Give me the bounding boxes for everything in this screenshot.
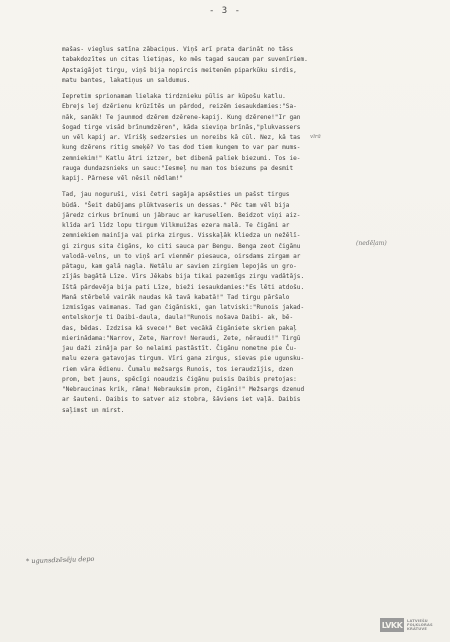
text-line: Manā stērbelē vairāk naudas kā tavā kabatā!" Tad tirgu pāršalo (62, 293, 290, 301)
text-line: zemniekim!" Katlu ātri iztzer, bet dibenā paliek biezumi. Tos ie- (62, 154, 301, 162)
text-line: rauga dundazsnieks un sauc:"Iesmeļ nu man tos biezums pa desmit (62, 164, 294, 172)
stamp-line: LATVIEŠU (407, 618, 428, 623)
text-line: kapij. Pārnese vēl nēsil nēdlam!" (62, 175, 184, 182)
text-line: Apstaigājot tirgu, viņš bija nopircis meitenēm piparkūku sirdis, (62, 66, 297, 74)
text-line: das, bēdas. Izdzisa kā svece!" Bet vecākā čigāniete skrien pakaļ (62, 324, 297, 332)
stamp-line: FOLKLORAS (407, 622, 433, 627)
margin-footnote: * ugunsdzēsēju depo (25, 554, 95, 566)
archive-stamp (380, 618, 433, 632)
text-line: entelskorje ti Daibi-daula, daula!"Runois nošava Daibi- ak, bē- (62, 314, 294, 322)
text-line: klīda arī līdz lopu tirgum Vilkmuižas ezera malā. Te čigāni ar (62, 222, 290, 229)
text-line: valodā-velns, un to viņš arī vienmēr piesauca, oirsdams zirgam ar (62, 252, 301, 260)
page-number: - 3 - (208, 6, 242, 16)
text-line: Iepretim sprionamam lielaka tirdznieku pūlis ar kūpošu katlu. (62, 93, 286, 100)
text-line: mierinādama:"Narrov, Zete, Narrov! Neraudi, Zete, nēraudi!" Tirgū (62, 334, 301, 342)
text-line: izmisīgas vaimanas. Tad gan čigāniski, gan latviski:"Runois jakad- (62, 304, 305, 311)
text-line: šogad tirge visād brīnumdzēren", kāda sieviņa brīnās,"plukvassers (62, 123, 301, 131)
stamp-line: KRĀTUVE (407, 627, 428, 632)
text-line: prom, bet jauns, spēcīgi noaudzis čigānu puisis Daibis pretojas: (62, 375, 297, 383)
text-line: būdā. "Šeit dabūjams plūktvaseris un dessas." Pēc tam vēl bija (62, 201, 290, 209)
handwritten-insertion: vīrā (310, 134, 321, 140)
text-line: gi zirgus sita čigāns, ko citi sauca par Bengu. Benga zeot čigānu (62, 242, 301, 250)
text-line: ar šauteni. Daibis to satver aiz stobra, šāviens iet vaļā. Daibis (62, 396, 301, 404)
text-line: jau daži zināja par šo nelaimi pastāstīt. Čigānu nometne pie Ču- (62, 345, 297, 352)
text-line: un vēl kapij ar. Vīrišķ sedzersies un noreibs kā cūl. Nez, kā tas (62, 134, 301, 141)
text-line: zījās bagātā Līze. Vīrs Jēkabs bija tikai pazemīgs zirgu vadātājs. (62, 273, 305, 281)
text-line: Ištā pārdevēja bija pati Līze, bieži iesaukdamies:"Es lēti atdošu. (62, 283, 305, 291)
handwritten-note: (nedēļam) (356, 240, 387, 247)
typed-text-body (62, 45, 442, 416)
text-line: nāk, sanāk! Te jaunmod dzērem dzērene-kapij. Kung dzērene!"Ir gan (62, 113, 301, 121)
text-line: pātagu, kam galā nagla. Netālu ar saviem zirgiem lepojās un gro- (62, 263, 297, 270)
text-line: "Nebraucinas krik, rāma! Nebrauksim prom, čigāni!" Mežsargs dzenud (62, 386, 305, 393)
text-line: malu ezera gatavojas tirgum. Vīri gana zirgus, sievas pie ugunsku- (62, 355, 305, 363)
text-line: saļimst un mirst. (62, 406, 125, 414)
archive-name (407, 619, 433, 632)
text-line: matu bantes, lakatiņus un saldumus. (62, 76, 191, 84)
text-line: jāredz cirkus brīnumi un jābrauc ar karuselīem. Beidzot viņi aiz- (62, 211, 301, 219)
text-line: Tad, jau noguruši, visi četri sagāja apsēsties un pašst tirgus (62, 191, 290, 199)
archive-logo-icon: LVKK (380, 618, 404, 632)
text-line: zemniekiem mainīja vai pirka zirgus. Visskaļāk kliedza un nežēlī- (62, 232, 301, 240)
text-line: kung dzērens ritig smeķē? Vo tas dod tiem kungem to var par mums- (62, 144, 301, 152)
text-line: riem vāra ēdienu. Čumalu mežsargs Runois, tos ieraudzījis, dzen (62, 365, 294, 373)
text-line: Ebrejs lej dzērienu krūzītēs un pārdod, reizēm iesaukdamies:"Sa- (62, 103, 297, 111)
text-line: tabakdozītes un citas lietiņas, ko mēs tagad saucam par suvenīriem. (62, 56, 308, 64)
text-line: mašas- vieglus satīna zābaciņus. Viņš arī prata darināt no tāss (62, 46, 294, 53)
